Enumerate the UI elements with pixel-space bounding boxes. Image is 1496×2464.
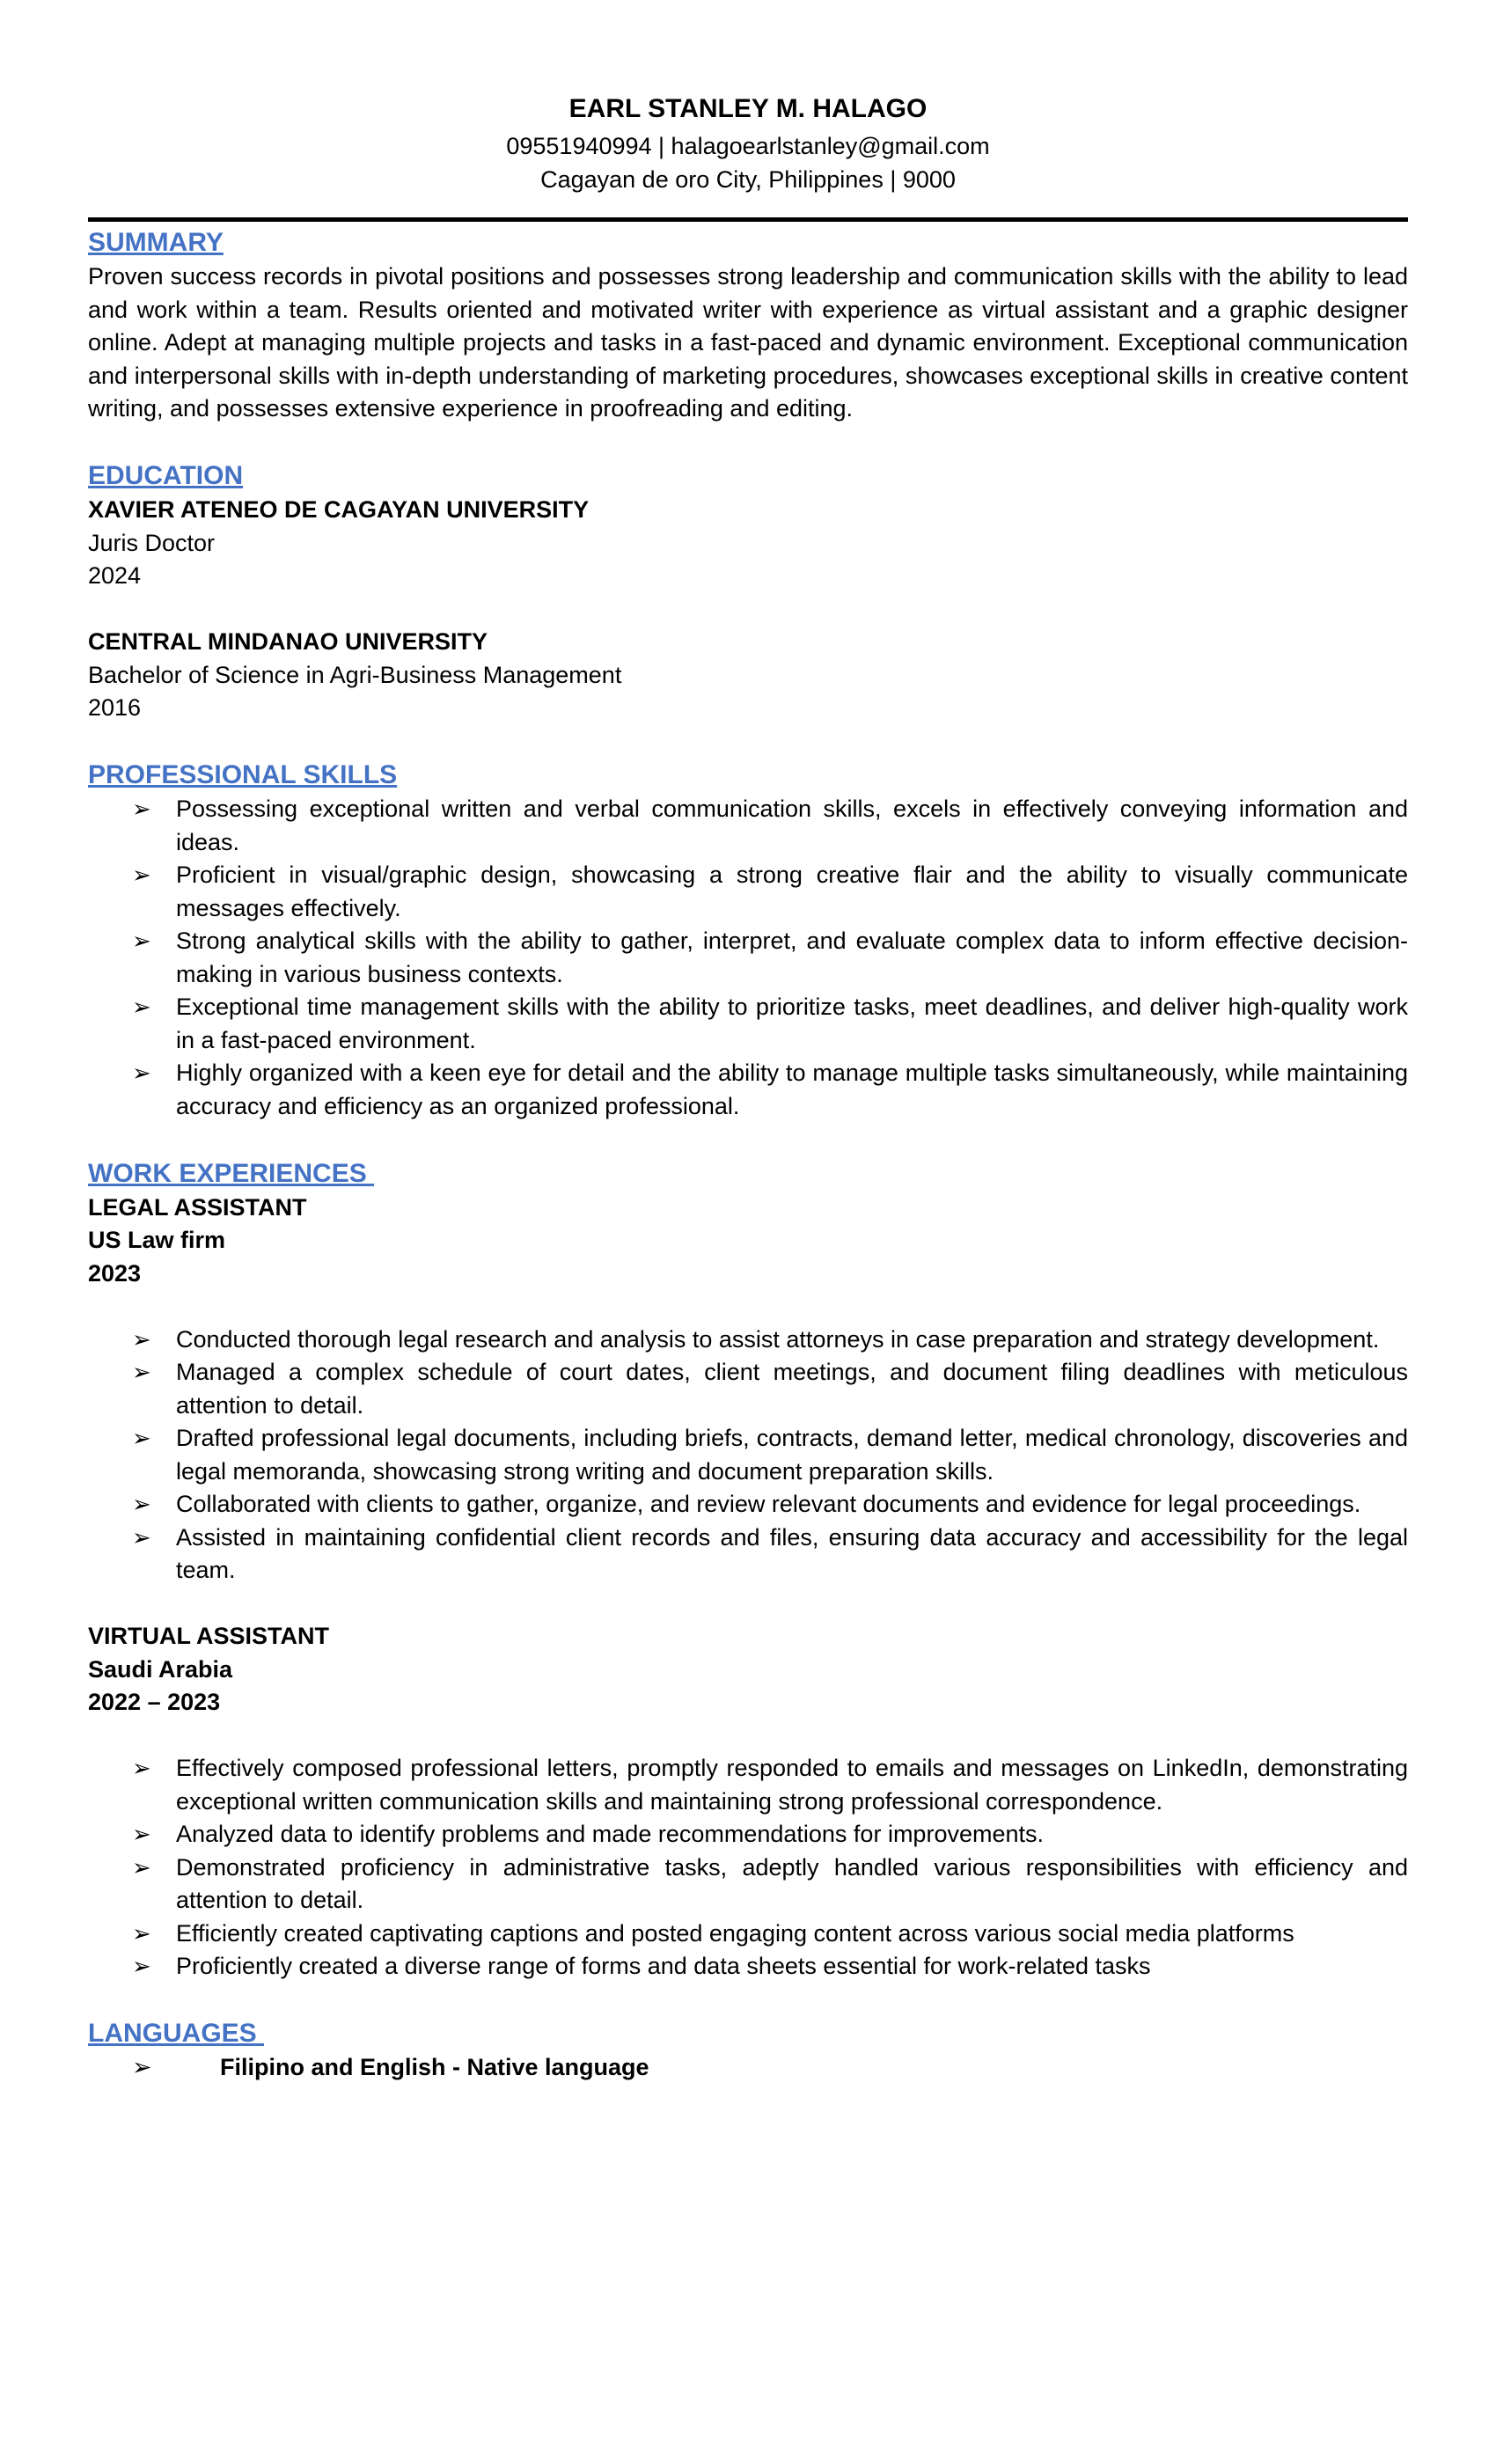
- school-name: XAVIER ATENEO DE CAGAYAN UNIVERSITY: [88, 496, 590, 523]
- arrowhead-bullet-icon: ➢: [132, 1953, 151, 1979]
- list-item: ➢ Exceptional time management skills with the ability to prioritize tasks, meet deadlines, and deliver high-quality work in a fast-paced environment.: [176, 991, 1408, 1057]
- arrowhead-bullet-icon: ➢: [132, 1491, 151, 1517]
- languages-list: [88, 2051, 1408, 2085]
- job-period: 2023: [88, 1259, 142, 1287]
- graduation-year: 2024: [88, 562, 142, 589]
- arrowhead-bullet-icon: ➢: [132, 928, 151, 954]
- arrowhead-bullet-icon: ➢: [132, 1853, 151, 1881]
- list-item: ➢ Strong analytical skills with the ability to gather, interpret, and evaluate complex data to inform effective decision-making in various business contexts.: [176, 925, 1408, 991]
- job-period: 2022 – 2023: [88, 1689, 221, 1715]
- arrowhead-bullet-icon: ➢: [132, 1523, 151, 1551]
- job-company: Saudi Arabia: [88, 1655, 233, 1683]
- arrowhead-bullet-icon: ➢: [132, 1359, 151, 1385]
- job-position: LEGAL ASSISTANT: [88, 1193, 307, 1221]
- list-item: ➢ Proficiently created a diverse range of forms and data sheets essential for work-related tasks: [176, 1950, 1408, 1984]
- degree: Juris Doctor: [88, 529, 216, 556]
- list-item: ➢ Proficient in visual/graphic design, showcasing a strong creative flair and the ability to visually communicate messages effectively.: [176, 859, 1408, 925]
- list-item: ➢ Drafted professional legal documents, including briefs, contracts, demand letter, medical chronology, discoveries and legal memoranda, showcasing strong writing and document preparation skills.: [176, 1422, 1408, 1488]
- education-heading: EDUCATION: [88, 461, 244, 490]
- languages-heading: LANGUAGES: [88, 2019, 265, 2048]
- list-item: ➢ Managed a complex schedule of court dates, client meetings, and document filing deadlines with meticulous attention to detail.: [176, 1356, 1408, 1422]
- summary-heading: SUMMARY: [88, 228, 224, 257]
- degree: Bachelor of Science in Agri-Business Management: [88, 661, 622, 688]
- list-item: ➢ Demonstrated proficiency in administrative tasks, adeptly handled various responsibilities with efficiency and attention to detail.: [176, 1852, 1408, 1918]
- list-item: ➢ Highly organized with a keen eye for detail and the ability to manage multiple tasks simultaneously, while maintaining accuracy and efficiency as an organized professional.: [176, 1057, 1408, 1123]
- arrowhead-bullet-icon: ➢: [132, 1325, 151, 1353]
- arrowhead-bullet-icon: ➢: [132, 994, 151, 1020]
- list-item: ➢ Efficiently created captivating captions and posted engaging content across various social media platforms: [176, 1918, 1408, 1951]
- work-heading: WORK EXPERIENCES: [88, 1158, 375, 1188]
- address-line: Cagayan de oro City, Philippines | 9000: [540, 165, 956, 193]
- applicant-name: EARL STANLEY M. HALAGO: [568, 94, 928, 123]
- arrowhead-bullet-icon: ➢: [132, 1755, 151, 1781]
- education-entry: [88, 494, 1408, 593]
- arrowhead-bullet-icon: ➢: [132, 2054, 152, 2080]
- list-item: ➢ Possessing exceptional written and verbal communication skills, excels in effectively conveying information and ideas.: [176, 793, 1408, 859]
- arrowhead-bullet-icon: ➢: [132, 1919, 151, 1947]
- job-entry: [88, 1620, 1408, 1984]
- duties-list: [88, 1324, 1408, 1588]
- job-company: US Law firm: [88, 1227, 226, 1253]
- resume-header: [88, 88, 1408, 196]
- job-position: VIRTUAL ASSISTANT: [88, 1623, 330, 1649]
- arrowhead-bullet-icon: ➢: [132, 1425, 151, 1451]
- list-item: ➢ Effectively composed professional letters, promptly responded to emails and messages on LinkedIn, demonstrating exceptional written communication skills and maintaining strong professional correspondence.: [176, 1752, 1408, 1818]
- list-item: ➢ Assisted in maintaining confidential client records and files, ensuring data accuracy and accessibility for the legal team.: [176, 1522, 1408, 1588]
- job-entry: [88, 1192, 1408, 1588]
- list-item: ➢ Analyzed data to identify problems and made recommendations for improvements.: [176, 1818, 1408, 1852]
- education-entry: [88, 626, 1408, 725]
- summary-text: Proven success records in pivotal positions and possesses strong leadership and communication skills with the ability to lead and work within a team. Results oriented and motivated writer with experience as virtual assistant and a graphic designer online. Adept at managing multiple projects and tasks in a fast-paced and dynamic environment. Exceptional communication and interpersonal skills with in-depth understanding of marketing procedures, showcases exceptional skills in creative content writing, and possesses extensive experience in proofreading and editing.: [88, 263, 1408, 422]
- arrowhead-bullet-icon: ➢: [132, 1060, 151, 1086]
- contact-line: 09551940994 | halagoearlstanley@gmail.com: [506, 133, 990, 159]
- list-item: ➢ Conducted thorough legal research and analysis to assist attorneys in case preparation and strategy development.: [176, 1324, 1408, 1357]
- duties-list: [88, 1752, 1408, 1984]
- school-name: CENTRAL MINDANAO UNIVERSITY: [88, 628, 488, 655]
- skills-heading: PROFESSIONAL SKILLS: [88, 760, 398, 789]
- list-item: ➢ Collaborated with clients to gather, organize, and review relevant documents and evidence for legal proceedings.: [176, 1488, 1408, 1522]
- arrowhead-bullet-icon: ➢: [132, 862, 151, 888]
- skills-list: [88, 793, 1408, 1123]
- list-item: ➢ Filipino and English - Native language: [88, 2051, 1408, 2085]
- arrowhead-bullet-icon: ➢: [132, 796, 151, 822]
- header-divider: [88, 217, 1408, 222]
- graduation-year: 2016: [88, 694, 142, 721]
- arrowhead-bullet-icon: ➢: [132, 1821, 151, 1847]
- resume-page: [88, 88, 1408, 2085]
